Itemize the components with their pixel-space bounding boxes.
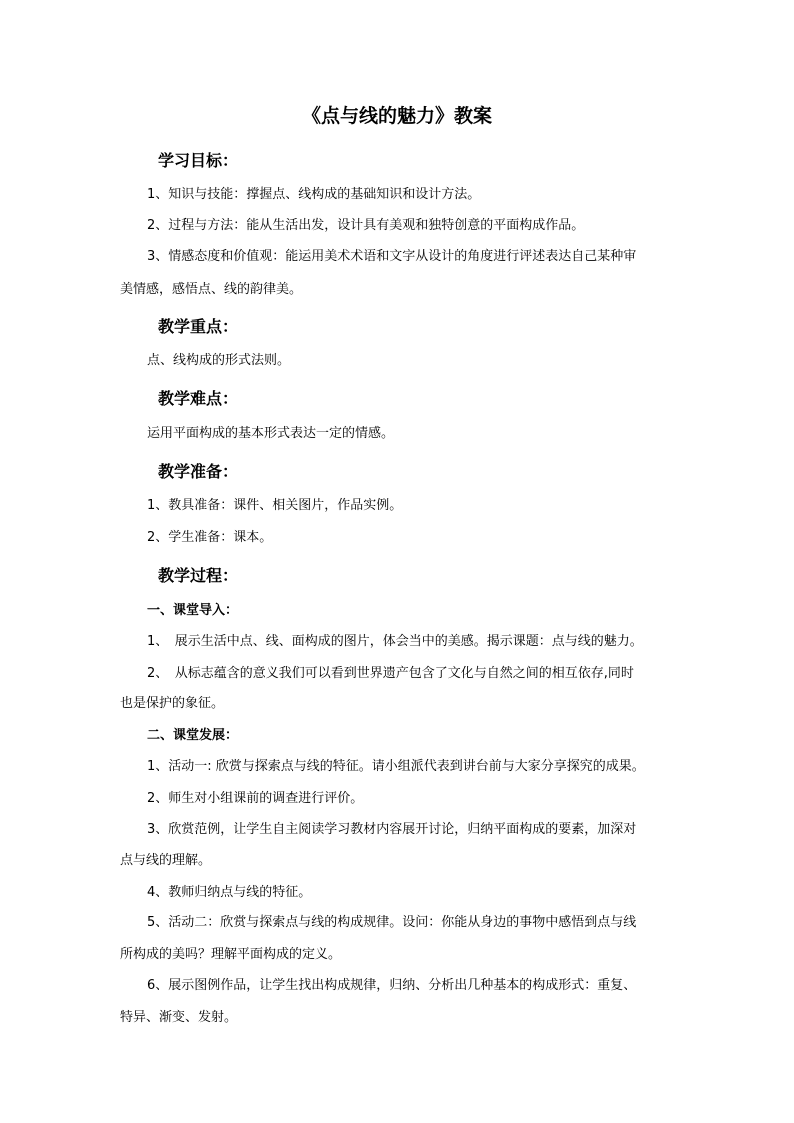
objective-3-line1: 3、情感态度和价值观：能运用美术术语和文字从设计的角度进行评述表达自己某种审 [147,249,637,264]
develop-5-line2: 所构成的美吗？理解平面构成的定义。 [120,947,342,962]
subheading-develop: 二、课堂发展： [147,728,239,743]
develop-4: 4、教师归纳点与线的特征。 [147,885,312,900]
heading-difficulties: 教学难点： [158,389,239,408]
heading-key-points: 教学重点： [158,317,239,336]
preparation-1: 1、教具准备：课件、相关图片，作品实例。 [147,498,403,513]
objective-2: 2、过程与方法：能从生活出发，设计具有美观和独特创意的平面构成作品。 [147,218,585,233]
develop-3-line1: 3、欣赏范例，让学生自主阅读学习教材内容展开讨论，归纳平面构成的要素，加深对 [147,822,637,837]
develop-6-line2: 特异、渐变、发射。 [120,1010,238,1025]
document-title: 《点与线的魅力》教案 [301,105,492,127]
intro-1: 1、 展示生活中点、线、面构成的图片，体会当中的美感。揭示课题：点与线的魅力。 [147,634,643,649]
intro-2-line2: 也是保护的象征。 [120,696,225,711]
preparation-2: 2、学生准备：课本。 [147,530,273,545]
develop-2: 2、师生对小组课前的调查进行评价。 [147,791,364,806]
heading-process: 教学过程： [158,566,239,585]
develop-6-line1: 6、展示图例作品，让学生找出构成规律，归纳、分析出几种基本的构成形式：重复、 [147,978,637,993]
develop-5-line1: 5、活动二：欣赏与探索点与线的构成规律。设问：你能从身边的事物中感悟到点与线 [147,915,637,930]
heading-objectives: 学习目标： [158,151,239,170]
objective-1: 1、知识与技能：撑握点、线构成的基础知识和设计方法。 [147,187,481,202]
difficulties-text: 运用平面构成的基本形式表达一定的情感。 [147,426,395,441]
develop-1: 1、活动一: 欣赏与探索点与线的特征。请小组派代表到讲台前与大家分享探究的成果。 [147,759,645,774]
heading-preparation: 教学准备： [158,462,239,481]
key-points-text: 点、线构成的形式法则。 [147,353,291,368]
objective-3-line2: 美情感，感悟点、线的韵律美。 [120,282,303,297]
develop-3-line2: 点与线的理解。 [120,853,212,868]
subheading-intro: 一、课堂导入： [147,603,239,618]
intro-2-line1: 2、 从标志蕴含的意义我们可以看到世界遗产包含了文化与自然之间的相互依存,同时 [147,666,634,681]
